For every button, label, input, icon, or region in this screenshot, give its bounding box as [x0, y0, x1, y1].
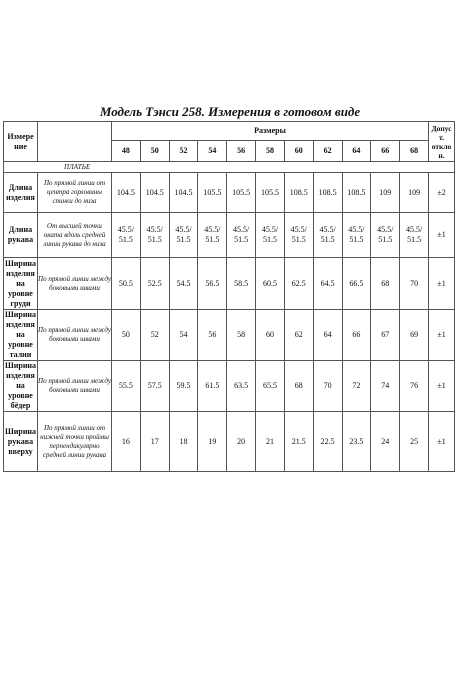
value-cell: 68 [371, 258, 400, 310]
description-header [38, 122, 112, 162]
value-cell: 45.5/ 51.5 [371, 213, 400, 258]
value-cell: 104.5 [112, 173, 141, 213]
value-cell: 105.5 [256, 173, 285, 213]
value-cell: 67 [371, 310, 400, 361]
value-cell: 66.5 [342, 258, 371, 310]
value-cell: 58 [227, 310, 256, 361]
value-cell: 104.5 [140, 173, 169, 213]
sizes-header: Размеры [112, 122, 429, 141]
row-name: Ширина рукава вверху [4, 412, 38, 472]
row-description: По прямой линии между боковыми швами [38, 361, 112, 412]
row-description: По прямой линии от нижней точки проймы перпендикулярно средней линии рукава [38, 412, 112, 472]
value-cell: 108.5 [284, 173, 313, 213]
value-cell: 45.5/ 51.5 [342, 213, 371, 258]
value-cell: 45.5/ 51.5 [112, 213, 141, 258]
value-cell: 68 [284, 361, 313, 412]
table-row [4, 258, 455, 310]
value-cell: 45.5/ 51.5 [198, 213, 227, 258]
tolerance-cell: ±1 [429, 213, 455, 258]
value-cell: 45.5/ 51.5 [256, 213, 285, 258]
value-cell: 45.5/ 51.5 [284, 213, 313, 258]
value-cell: 45.5/ 51.5 [400, 213, 429, 258]
value-cell: 108.5 [313, 173, 342, 213]
value-cell: 76 [400, 361, 429, 412]
tolerance-cell: ±1 [429, 361, 455, 412]
tolerance-cell: ±1 [429, 310, 455, 361]
value-cell: 62 [284, 310, 313, 361]
value-cell: 72 [342, 361, 371, 412]
value-cell: 52.5 [140, 258, 169, 310]
value-cell: 24 [371, 412, 400, 472]
value-cell: 60.5 [256, 258, 285, 310]
value-cell: 65.5 [256, 361, 285, 412]
value-cell: 18 [169, 412, 198, 472]
size-header: 56 [227, 141, 256, 162]
value-cell: 45.5/ 51.5 [227, 213, 256, 258]
value-cell: 74 [371, 361, 400, 412]
value-cell: 21 [256, 412, 285, 472]
value-cell: 45.5/ 51.5 [169, 213, 198, 258]
size-header: 60 [284, 141, 313, 162]
section-label: ПЛАТЬЕ [4, 162, 455, 173]
value-cell: 108.5 [342, 173, 371, 213]
value-cell: 16 [112, 412, 141, 472]
value-cell: 54.5 [169, 258, 198, 310]
table-row [4, 361, 455, 412]
tolerance-cell: ±1 [429, 258, 455, 310]
value-cell: 62.5 [284, 258, 313, 310]
value-cell: 64.5 [313, 258, 342, 310]
table-row [4, 173, 455, 213]
size-header: 62 [313, 141, 342, 162]
value-cell: 61.5 [198, 361, 227, 412]
row-name: Ширина изделия на уровне бёдер [4, 361, 37, 410]
tolerance-cell: ±2 [429, 173, 455, 213]
table-row [4, 310, 455, 361]
value-cell: 56.5 [198, 258, 227, 310]
size-header: 58 [256, 141, 285, 162]
value-cell: 55.5 [112, 361, 141, 412]
row-name: Ширина изделия на уровне талии [4, 310, 37, 359]
value-cell: 70 [400, 258, 429, 310]
size-header: 48 [112, 141, 141, 162]
value-cell: 69 [400, 310, 429, 361]
row-description: По прямой линии между боковыми швами [38, 310, 112, 361]
value-cell: 70 [313, 361, 342, 412]
value-cell: 59.5 [169, 361, 198, 412]
row-name: Длина рукава [4, 213, 38, 258]
measurements-table [3, 121, 455, 472]
value-cell: 57.5 [140, 361, 169, 412]
table-row [4, 412, 455, 472]
value-cell: 50.5 [112, 258, 141, 310]
value-cell: 19 [198, 412, 227, 472]
value-cell: 21.5 [284, 412, 313, 472]
row-name: Ширина изделия на уровне груди [4, 258, 37, 308]
size-header: 50 [140, 141, 169, 162]
value-cell: 105.5 [198, 173, 227, 213]
row-description: От высшей точки оката вдоль средней линии рукава до низа [38, 213, 112, 258]
value-cell: 105.5 [227, 173, 256, 213]
value-cell: 63.5 [227, 361, 256, 412]
size-header: 52 [169, 141, 198, 162]
value-cell: 66 [342, 310, 371, 361]
value-cell: 45.5/ 51.5 [313, 213, 342, 258]
value-cell: 109 [400, 173, 429, 213]
value-cell: 45.5/ 51.5 [140, 213, 169, 258]
value-cell: 25 [400, 412, 429, 472]
size-header: 66 [371, 141, 400, 162]
value-cell: 56 [198, 310, 227, 361]
page-title: Модель Тэнси 258. Измерения в готовом виде [99, 104, 361, 119]
value-cell: 52 [140, 310, 169, 361]
value-cell: 104.5 [169, 173, 198, 213]
size-header: 54 [198, 141, 227, 162]
row-description: По прямой линии от центра горловины спинки до низа [38, 173, 112, 213]
row-description: По прямой линии между боковыми швами [38, 258, 112, 310]
size-header: 68 [400, 141, 429, 162]
tolerance-header: Допус т. откло н. [429, 122, 455, 162]
value-cell: 54 [169, 310, 198, 361]
value-cell: 23.5 [342, 412, 371, 472]
value-cell: 60 [256, 310, 285, 361]
row-name: Длина изделия [4, 173, 38, 213]
value-cell: 58.5 [227, 258, 256, 310]
value-cell: 20 [227, 412, 256, 472]
value-cell: 109 [371, 173, 400, 213]
value-cell: 64 [313, 310, 342, 361]
value-cell: 50 [112, 310, 141, 361]
table-row [4, 213, 455, 258]
value-cell: 22.5 [313, 412, 342, 472]
tolerance-cell: ±1 [429, 412, 455, 472]
value-cell: 17 [140, 412, 169, 472]
size-header: 64 [342, 141, 371, 162]
measure-header: Измере ние [4, 122, 38, 162]
